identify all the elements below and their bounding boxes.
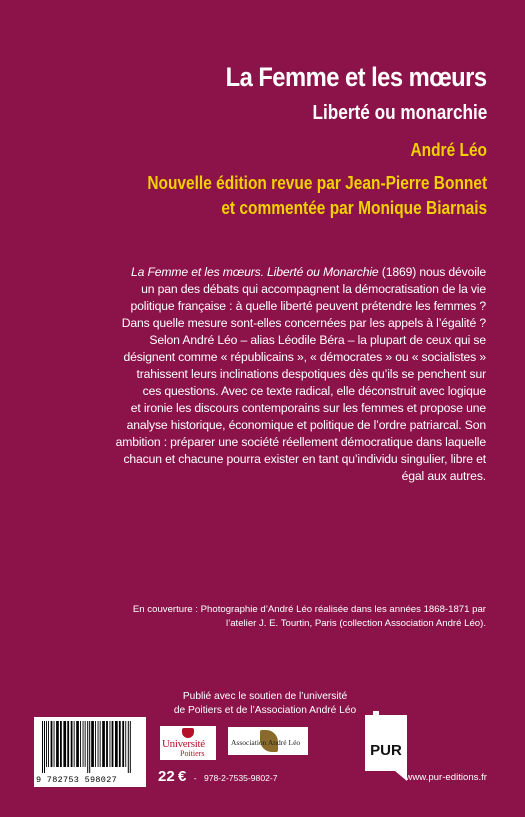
cover-photo-caption: [60, 603, 486, 631]
barcode-bar: [51, 721, 53, 767]
book-blurb: [86, 264, 486, 485]
barcode-bar: [112, 721, 114, 767]
barcode-bar: [110, 721, 111, 767]
caption-line: l’atelier J. E. Tourtin, Paris (collection Association André Léo).: [225, 618, 486, 629]
blurb-line: chacun et chacune pourra exister en tant qu’individu singulier, libre et: [123, 452, 486, 466]
support-line: Publié avec le soutien de l’université: [182, 691, 348, 702]
barcode-bar: [87, 721, 88, 773]
barcode-bar: [76, 721, 79, 767]
barcode-bar: [128, 721, 129, 773]
barcode-bar: [119, 721, 121, 767]
blurb-line: et ironie les discours contemporains sur les femmes et propose une: [130, 401, 486, 415]
isbn-barcode: [34, 717, 146, 787]
blurb-work-title: La Femme et les mœurs. Liberté ou Monarchie: [131, 265, 379, 279]
book-author: André Léo: [410, 140, 487, 160]
barcode-bar: [89, 721, 90, 773]
price-currency: €: [178, 768, 187, 785]
barcode-bar: [42, 721, 43, 773]
university-crest-icon: [182, 728, 194, 738]
barcode-bar: [56, 721, 59, 767]
barcode-bar: [115, 721, 118, 767]
barcode-bar: [85, 721, 86, 767]
association-logo-text: Association André Léo: [231, 738, 301, 747]
barcode-bar: [48, 721, 49, 767]
barcode-bars: [40, 721, 140, 773]
blurb-line: un pan des débats qui accompagnent la démocratisation de la vie: [141, 282, 486, 296]
blurb-line: politique française : à quelle liberté peuvent prétendre les femmes ?: [130, 299, 486, 313]
edition-line: Nouvelle édition revue par Jean-Pierre Bonnet: [147, 173, 487, 193]
barcode-bar: [122, 721, 124, 767]
support-line: de Poitiers et de l’Association André Léo: [173, 705, 357, 716]
book-title: La Femme et les mœurs: [226, 62, 487, 92]
blurb-line: ambition : préparer une société réellement démocratique dans laquelle: [115, 435, 486, 449]
barcode-digits: 9 782753 598027: [36, 775, 118, 785]
blurb-line: Selon André Léo – alias Léodile Béra – la plupart de ceux qui se: [149, 333, 486, 347]
university-poitiers-logo: [160, 726, 216, 760]
support-notice: [150, 690, 380, 718]
university-logo-word: Université: [162, 738, 205, 750]
association-andre-leo-logo: [228, 727, 308, 755]
price-amount: 22: [158, 768, 175, 785]
barcode-bar: [63, 721, 66, 767]
barcode-bar: [95, 721, 96, 767]
edition-line: et commentée par Monique Biarnais: [221, 198, 487, 218]
barcode-bar: [54, 721, 55, 767]
barcode-bar: [98, 721, 99, 767]
caption-line: En couverture : Photographie d’André Léo réalisée dans les années 1868-1871 par: [132, 604, 486, 615]
blurb-year: (1869) nous dévoile: [378, 265, 486, 279]
barcode-bar: [60, 721, 62, 767]
book-subtitle: Liberté ou monarchie: [312, 102, 487, 124]
barcode-bar: [74, 721, 75, 767]
blurb-line: trahissent leurs inclinations despotiques dès qu’ils se penchent sur: [136, 367, 486, 381]
barcode-bar: [71, 721, 73, 767]
publisher-website: www.pur-editions.fr: [405, 772, 487, 783]
barcode-bar: [102, 721, 105, 767]
barcode-bar: [91, 721, 94, 767]
isbn-number: 978-2-7535-9802-7: [203, 773, 278, 783]
barcode-bar: [67, 721, 69, 767]
barcode-bar: [130, 721, 131, 773]
barcode-bar: [106, 721, 108, 767]
barcode-bar: [100, 721, 101, 767]
blurb-line: égal aux autres.: [401, 469, 486, 483]
edition-credits: [147, 171, 487, 221]
barcode-bar: [125, 721, 126, 767]
blurb-line: analyse historique, économique et politique de l’ordre patriarcal. Son: [126, 418, 486, 432]
pur-publisher-logo: [365, 711, 407, 781]
blurb-line: ces questions. Avec ce texte radical, elle déconstruit avec logique: [142, 384, 486, 398]
university-logo-city: Poitiers: [180, 749, 205, 758]
blurb-line: [86, 264, 486, 281]
barcode-bar: [83, 721, 84, 767]
barcode-bar: [80, 721, 81, 767]
price-and-isbn: [158, 768, 278, 785]
pur-logo-text: PUR: [370, 742, 402, 759]
blurb-line: Dans quelle mesure sont-elles concernées par les appels à l’égalité ?: [121, 316, 486, 330]
isbn-separator: -: [193, 773, 197, 783]
barcode-bar: [44, 721, 45, 773]
barcode-bar: [46, 721, 47, 767]
blurb-line: désignent comme « républicains », « démocrates » ou « socialistes »: [123, 350, 486, 364]
